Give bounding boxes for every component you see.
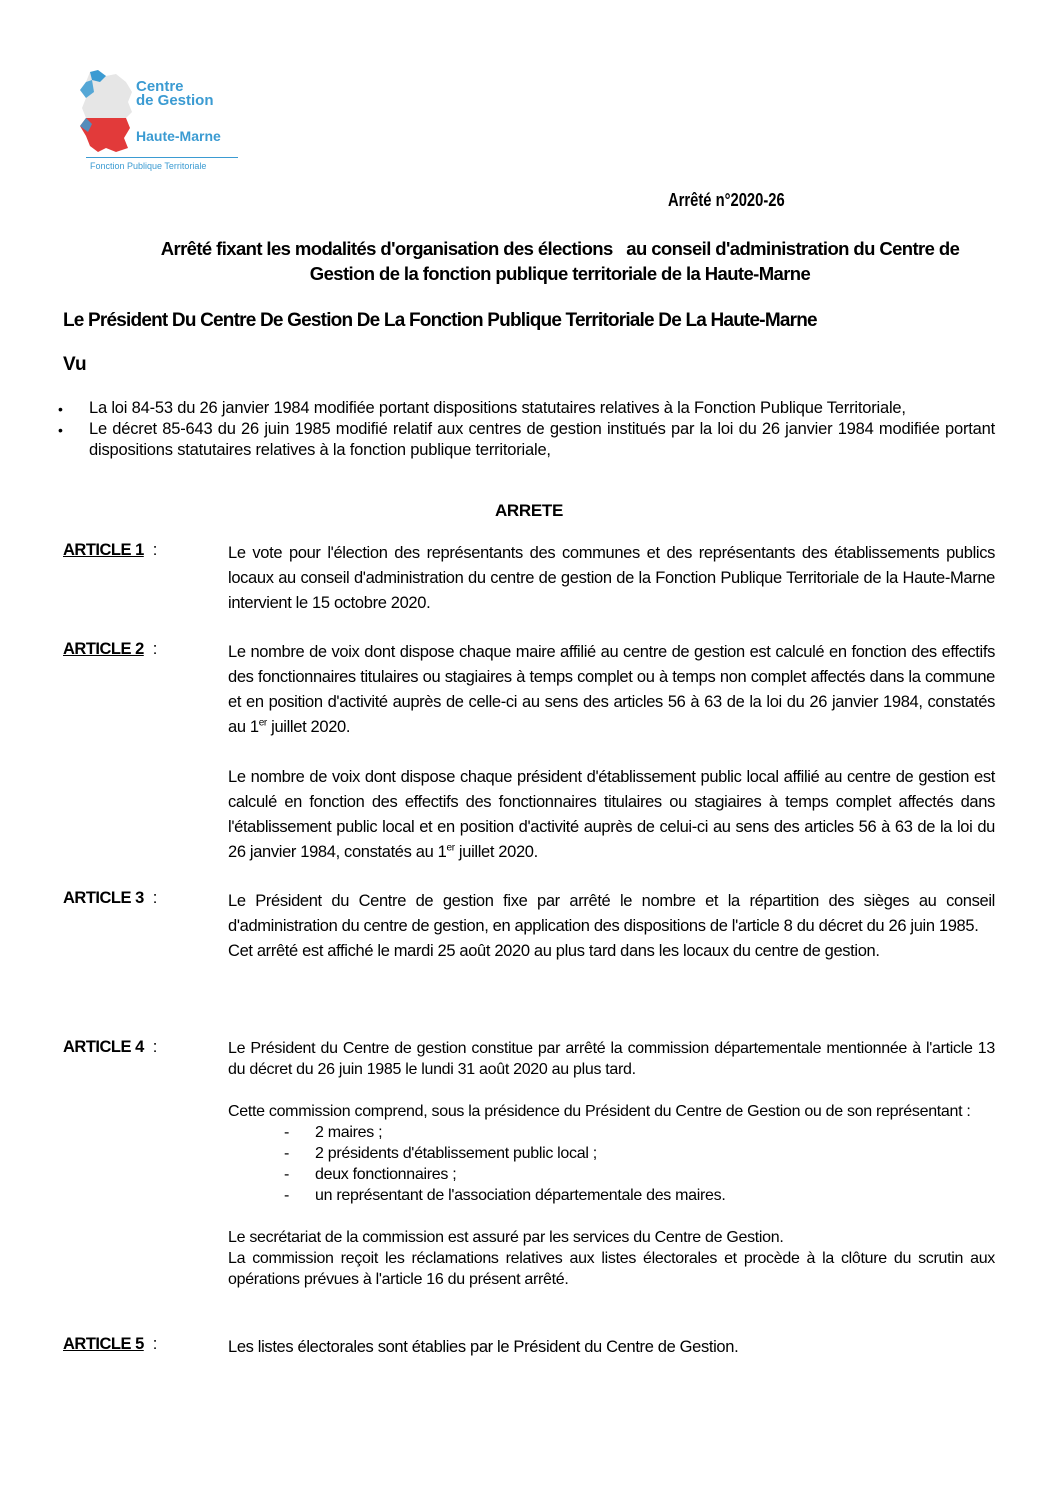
article-3-paragraph-2: Cet arrêté est affiché le mardi 25 août 2020 au plus tard dans les locaux du centre de gestion. <box>228 942 880 960</box>
president-heading: Le Président Du Centre De Gestion De La Fonction Publique Territoriale De La Haute-Marne <box>63 310 817 331</box>
article-3-label: ARTICLE 3 : <box>63 889 157 907</box>
list-item <box>55 398 995 419</box>
list-item: - 2 maires ; <box>228 1122 995 1143</box>
cdg-logo <box>76 68 246 176</box>
logo-text-haute-marne: Haute-Marne <box>136 128 221 144</box>
article-3-text <box>228 889 995 964</box>
commission-members-list <box>228 1122 995 1206</box>
bullet-icon: • <box>58 422 63 438</box>
arrete-heading: ARRETE <box>494 501 564 520</box>
article-4-paragraph-3: Le secrétariat de la commission est assuré par les services du Centre de Gestion. <box>228 1229 784 1246</box>
article-2-text <box>228 640 995 865</box>
title-line-1: Arrêté fixant les modalités d'organisation des élections au conseil d'administration du Centre de <box>160 238 960 259</box>
bullet-icon: • <box>58 401 63 417</box>
article-5-text: Les listes électorales sont établies par le Président du Centre de Gestion. <box>228 1338 739 1356</box>
considerations-list <box>55 398 995 461</box>
article-2-paragraph-1: Le nombre de voix dont dispose chaque maire affilié au centre de gestion est calculé en fonction des effectifs des fonctionnaires titulaires ou stagiaires à temps complet ou à temps non complet affectés dans la commune et en position d'activité auprès de celle-ci au sens des articles 56 à 63 de la loi du 26 janvier 1984, constatés au 1er juillet 2020. <box>228 643 995 736</box>
arrete-number: Arrêté n°2020-26 <box>668 190 785 210</box>
consideration-text: Le décret 85-643 du 26 juin 1985 modifié relatif aux centres de gestion institués par la loi du 26 janvier 1984 modifiée portant dispositions statutaires relatives à la fonction publique territoriale, <box>89 420 995 459</box>
list-item <box>55 419 995 461</box>
article-1-label: ARTICLE 1 : <box>63 541 157 559</box>
article-4-paragraph-2: Cette commission comprend, sous la présidence du Président du Centre de Gestion ou de son représentant : <box>228 1103 971 1120</box>
title-line-2: Gestion de la fonction publique territoriale de la Haute-Marne <box>309 263 811 284</box>
haute-marne-map-icon <box>76 68 136 160</box>
list-item: - un représentant de l'association départementale des maires. <box>228 1185 995 1206</box>
article-5-label: ARTICLE 5 : <box>63 1335 157 1353</box>
article-4-paragraph-1: Le Président du Centre de gestion constitue par arrêté la commission départementale mentionnée à l'article 13 du décret du 26 juin 1985 le lundi 31 août 2020 au plus tard. <box>228 1040 995 1078</box>
article-4-label: ARTICLE 4 : <box>63 1038 157 1056</box>
logo-text-centre: Centre <box>136 78 184 95</box>
logo-divider <box>86 157 238 158</box>
list-item: - deux fonctionnaires ; <box>228 1164 995 1185</box>
article-1-text: Le vote pour l'élection des représentants des communes et des représentants des établissements publics locaux au conseil d'administration du centre de gestion de la Fonction Publique Territoriale de la Haute-Marne intervient le 15 octobre 2020. <box>228 544 995 612</box>
article-4-text <box>228 1038 995 1290</box>
article-2-paragraph-2: Le nombre de voix dont dispose chaque président d'établissement public local affilié au centre de gestion est calculé en fonction des effectifs des fonctionnaires titulaires ou stagiaires à temps complet affectés dans l'établissement public local et en position d'activité auprès de celui-ci au sens des articles 56 à 63 de la loi du 26 janvier 1984, constatés au 1er juillet 2020. <box>228 768 995 861</box>
article-4-paragraph-4: La commission reçoit les réclamations relatives aux listes électorales et procède à la clôture du scrutin aux opérations prévues à l'article 16 du présent arrêté. <box>228 1250 995 1288</box>
list-item: - 2 présidents d'établissement public local ; <box>228 1143 995 1164</box>
article-2-label: ARTICLE 2 : <box>63 640 157 658</box>
vu-heading: Vu <box>63 354 87 375</box>
logo-text-de-gestion: de Gestion <box>136 92 214 109</box>
document-title <box>70 236 1050 286</box>
article-3-paragraph-1: Le Président du Centre de gestion fixe par arrêté le nombre et la répartition des sièges au conseil d'administration du centre de gestion, en application des dispositions de l'article 8 du décret du 26 juin 1985. <box>228 892 995 935</box>
logo-subtitle: Fonction Publique Territoriale <box>90 161 207 171</box>
consideration-text: La loi 84-53 du 26 janvier 1984 modifiée portant dispositions statutaires relatives à la Fonction Publique Territoriale, <box>89 399 906 417</box>
